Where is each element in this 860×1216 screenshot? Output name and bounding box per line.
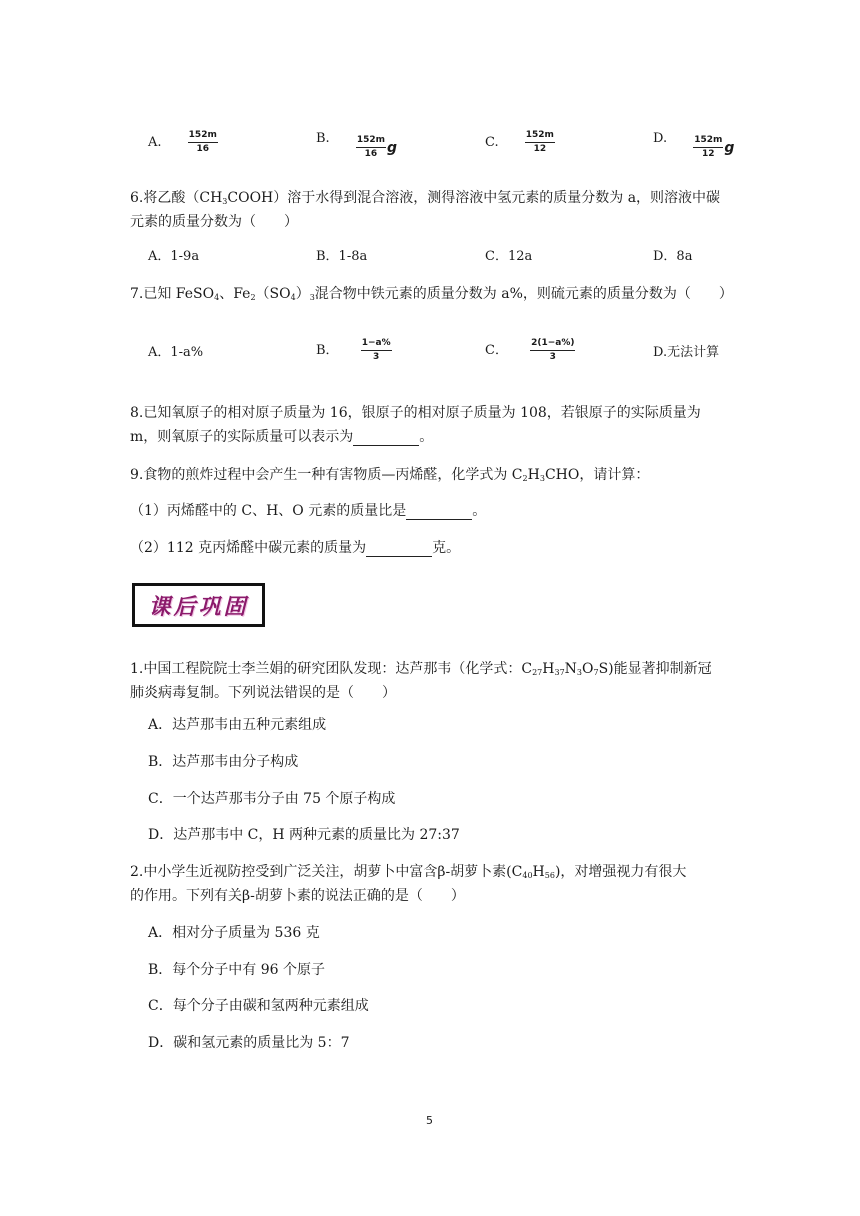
q5-option-a: A. $\frac{152m}{16}$ [148,130,217,154]
q7-option-b: B． $\frac{1-a\%}{3}$ [316,338,391,362]
review-q1-option-a: A．达芦那韦由五种元素组成 [148,717,327,733]
q5-option-a-fraction: $\frac{152m}{16}$ [188,130,217,154]
q6-option-d: D．8a [653,249,693,264]
review-q1-stem-line-1: 1.中国工程院院士李兰娟的研究团队发现：达芦那韦（化学式：$C_{27}H_{37}N_3O_7S$)能显著抑制新冠 [130,661,712,677]
review-q1-option-b: B．达芦那韦由分子构成 [148,754,299,770]
review-q1-option-d: D．达芦那韦中 C，H 两种元素的质量比为 27:37 [148,827,460,843]
q5-option-c: C. $\frac{152m}{12}$ [485,130,554,154]
review-q2-option-c: C．每个分子由碳和氢两种元素组成 [148,998,369,1014]
q8-stem-line-1: 8.已知氧原子的相对原子质量为 16，银原子的相对原子质量为 108，若银原子的实际质量为 [130,405,701,421]
q7-option-c-fraction: $\frac{2(1-a\%)}{3}$ [531,338,575,362]
q5-option-b: B. $\frac{152m}{16}$ g [316,131,398,159]
review-q2-option-a: A．相对分子质量为 536 克 [148,925,320,941]
page-number: 5 [426,1114,433,1127]
q9-part-2: （2）112 克丙烯醛中碳元素的质量为 克。 [130,540,461,556]
q9-part-1: （1）丙烯醛中的 C、H、O 元素的质量比是 。 [130,503,487,519]
q7-option-d: D.无法计算 [653,345,720,360]
q7-option-b-fraction: $\frac{1-a\%}{3}$ [361,338,391,362]
q9-stem: 9.食物的煎炸过程中会产生一种有害物质—丙烯醛，化学式为 $C_2H_3CHO$，请计算： [130,467,650,483]
q5-option-d-fraction: $\frac{152m}{12}$ [694,135,723,159]
q7-option-a: A．1-a% [148,345,204,360]
q6-option-b: B．1-8a [316,249,368,264]
q9-part-2-blank[interactable] [366,542,432,557]
review-q1-option-c: C．一个达芦那韦分子由 75 个原子构成 [148,791,396,807]
q6-option-c: C．12a [485,249,533,264]
q5-option-c-fraction: $\frac{152m}{12}$ [525,130,554,154]
review-q2-option-b: B．每个分子中有 96 个原子 [148,962,326,978]
q5-option-d: D. $\frac{152m}{12}$ g [653,131,735,159]
q7-option-c: C． $\frac{2(1-a\%)}{3}$ [485,338,575,362]
q6-stem-line-1: 6.将乙酸$(CH_3COOH)$溶于水得到混合溶液，测得溶液中氢元素的质量分数为 a，则溶液中碳 [130,190,721,206]
q6-option-a: A．1-9a [148,249,200,264]
review-q2-option-d: D．碳和氢元素的质量比为 5：7 [148,1035,350,1051]
review-q2-stem-line-2: 的作用。下列有关β-胡萝卜素的说法正确的是（ ） [130,888,465,904]
q8-stem-line-2: m，则氧原子的实际质量可以表示为 。 [130,429,434,445]
q9-part-1-blank[interactable] [406,505,472,520]
q6-stem-line-2: 元素的质量分数为（ ） [130,214,298,230]
review-q2-stem-line-1: 2.中小学生近视防控受到广泛关注，胡萝卜中富含β-胡萝卜素$(C_{40}H_{56})$，对增强视力有很大 [130,864,687,880]
section-badge-title: 课后巩固 [148,594,249,620]
q5-option-b-fraction: $\frac{152m}{16}$ [356,135,385,159]
q7-stem: 7.已知 FeSO$_4$、$Fe_2(SO_4)_3$混合物中铁元素的质量分数为 a%，则硫元素的质量分数为（ ） [130,286,733,302]
section-badge [132,583,265,627]
q8-answer-blank[interactable] [353,431,419,446]
review-q1-stem-line-2: 肺炎病毒复制。下列说法错误的是（ ） [130,685,396,701]
